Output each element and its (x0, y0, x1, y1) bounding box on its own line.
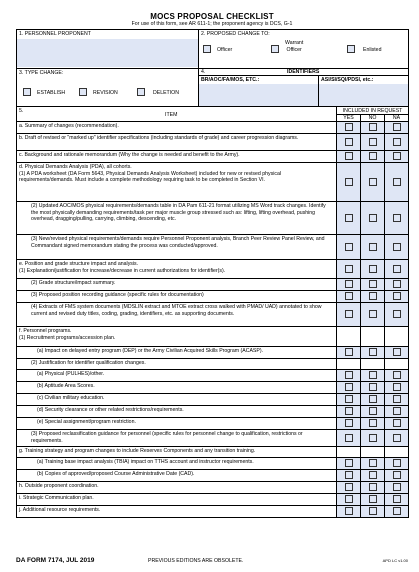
checklist-row (17, 151, 409, 163)
form-id: DA FORM 7174, JUL 2019 (16, 557, 95, 564)
checklist-no-checkbox[interactable] (369, 483, 377, 491)
checklist-na-checkbox[interactable] (393, 280, 401, 288)
checklist-no-cell (361, 279, 385, 291)
checklist-yes-checkbox[interactable] (345, 471, 353, 479)
checklist-na-cell (385, 430, 409, 447)
checklist-yes-cell (337, 418, 361, 430)
checklist-no-checkbox[interactable] (369, 265, 377, 273)
checklist-no-cell (361, 122, 385, 134)
checklist-na-cell (385, 370, 409, 382)
checklist-row (17, 430, 409, 447)
checklist-row (17, 470, 409, 482)
checklist-na-checkbox[interactable] (393, 371, 401, 379)
checklist-no-cell (361, 406, 385, 418)
checklist-yes-checkbox[interactable] (345, 310, 353, 318)
checklist-items (17, 122, 409, 518)
checklist-no-cell (361, 327, 385, 347)
checklist-row (17, 303, 409, 327)
branch-identifier-label: BR/AOC/FA/MOS, ETC.: (201, 77, 260, 83)
checklist-na-checkbox[interactable] (393, 507, 401, 515)
checklist-row (17, 447, 409, 458)
checklist-no-cell (361, 359, 385, 370)
checklist-no-cell (361, 447, 385, 458)
checklist-yes-cell (337, 394, 361, 406)
checklist-yes-checkbox[interactable] (345, 371, 353, 379)
checklist-no-checkbox[interactable] (369, 395, 377, 403)
checklist-no-checkbox[interactable] (369, 292, 377, 300)
branch-identifier-field[interactable] (199, 84, 318, 106)
checklist-yes-checkbox[interactable] (345, 265, 353, 273)
checklist-na-cell (385, 482, 409, 494)
checklist-item-text: j. Additional resource requirements. (17, 506, 337, 518)
establish-label: ESTABLISH (37, 90, 66, 97)
included-in-request-label: INCLUDED IN REQUEST (337, 107, 408, 115)
checklist-no-checkbox[interactable] (369, 507, 377, 515)
checklist-no-checkbox[interactable] (369, 138, 377, 146)
checklist-yes-cell (337, 470, 361, 482)
checklist-yes-cell (337, 494, 361, 506)
checklist-row (17, 163, 409, 202)
checklist-na-cell (385, 303, 409, 327)
checklist-na-checkbox[interactable] (393, 138, 401, 146)
checklist-na-cell (385, 291, 409, 303)
checklist-item-text: (b) Copies of approved/proposed Course Administrative Date (CAD). (17, 470, 337, 482)
checklist-no-cell (361, 134, 385, 151)
checklist-na-cell (385, 279, 409, 291)
checklist-na-cell (385, 447, 409, 458)
checklist-na-checkbox[interactable] (393, 483, 401, 491)
checklist-row (17, 382, 409, 394)
checklist-yes-cell (337, 151, 361, 163)
checklist-na-checkbox[interactable] (393, 434, 401, 442)
apd-version: APD LC v1.00 (382, 558, 408, 563)
checklist-no-checkbox[interactable] (369, 152, 377, 160)
checklist-item-text: (a) Training base impact analysis (TBIA) impact on TTHS account and instructor requirements. (17, 458, 337, 470)
checklist-no-cell (361, 260, 385, 279)
checklist-yes-cell (337, 303, 361, 327)
checklist-yes-cell (337, 279, 361, 291)
checklist-row (17, 122, 409, 134)
checklist-item-text: (3) New/revised physical requirements/demands require Personnel Proponent analysis, Branch Peer Review Panel Review, and Commandant signed memorandum stating the process was conducted/approved. (17, 235, 337, 260)
checklist-no-cell (361, 394, 385, 406)
revision-checkbox[interactable] (79, 88, 87, 96)
officer-label: Officer (217, 47, 233, 54)
personnel-proponent-label: 1. PERSONNEL PROPONENT (19, 31, 91, 37)
form-title: MOCS PROPOSAL CHECKLIST (150, 12, 274, 21)
checklist-row (17, 327, 409, 347)
checklist-no-cell (361, 163, 385, 202)
checklist-yes-cell (337, 359, 361, 370)
checklist-no-cell (361, 382, 385, 394)
checklist-yes-checkbox[interactable] (345, 152, 353, 160)
checklist-row (17, 291, 409, 303)
checklist-na-cell (385, 359, 409, 370)
checklist-yes-checkbox[interactable] (345, 348, 353, 356)
checklist-no-cell (361, 506, 385, 518)
checklist-row (17, 406, 409, 418)
checklist-na-checkbox[interactable] (393, 471, 401, 479)
checklist-yes-cell (337, 406, 361, 418)
na-col-header: NA (392, 115, 401, 122)
checklist-item-text: d. Physical Demands Analysis (PDA), all cohorts. (1) A PDA worksheet (DA Form 5643, Physical Demands Analysis Worksheet) included for new or revised physical requirements/demands. Must include a complete methodology requiring task to be completed in Section VI. (17, 163, 337, 202)
checklist-item-text: (c) Civilian military education. (17, 394, 337, 406)
checklist-item-text: (2) Grade structure/impact summary. (17, 279, 337, 291)
checklist-row (17, 260, 409, 279)
checklist-no-cell (361, 347, 385, 359)
checklist-no-checkbox[interactable] (369, 419, 377, 427)
checklist-no-checkbox[interactable] (369, 348, 377, 356)
checklist-yes-checkbox[interactable] (345, 292, 353, 300)
checklist-no-cell (361, 458, 385, 470)
checklist-no-checkbox[interactable] (369, 471, 377, 479)
included-header-cell (337, 107, 409, 122)
checklist-na-checkbox[interactable] (393, 152, 401, 160)
checklist-row (17, 235, 409, 260)
checklist-no-cell (361, 202, 385, 235)
skill-identifier-label: ASI/SI/SQI/PDSI, etc.: (321, 77, 374, 83)
checklist-na-cell (385, 394, 409, 406)
checklist-no-checkbox[interactable] (369, 371, 377, 379)
checklist-row (17, 482, 409, 494)
checklist-item-text: b. Draft of revised or "marked up" identifier specifications (including standards of grade) and career progression diagrams. (17, 134, 337, 151)
checklist-yes-cell (337, 382, 361, 394)
personnel-proponent-field[interactable] (17, 39, 198, 67)
checklist-row (17, 359, 409, 370)
checklist-na-cell (385, 494, 409, 506)
checklist-no-checkbox[interactable] (369, 434, 377, 442)
item-header-label: ITEM (165, 112, 178, 119)
item-header-cell (17, 107, 337, 122)
checklist-item-text: (3) Proposed reclassification guidance for personnel (specific rules for personnel change to qualification, restrictions or requirements. (17, 430, 337, 447)
checklist-row (17, 506, 409, 518)
checklist-row (17, 370, 409, 382)
checklist-no-checkbox[interactable] (369, 280, 377, 288)
checklist-yes-checkbox[interactable] (345, 243, 353, 251)
checklist-na-cell (385, 506, 409, 518)
checklist-na-checkbox[interactable] (393, 407, 401, 415)
checklist-na-cell (385, 202, 409, 235)
checklist-na-checkbox[interactable] (393, 459, 401, 467)
previous-editions-note: PREVIOUS EDITIONS ARE OBSOLETE. (148, 558, 244, 564)
checklist-item-text: (d) Security clearance or other related restrictions/requirements. (17, 406, 337, 418)
deletion-checkbox[interactable] (137, 88, 145, 96)
checklist-na-cell (385, 382, 409, 394)
checklist-na-checkbox[interactable] (393, 419, 401, 427)
checklist-na-cell (385, 235, 409, 260)
checklist-na-cell (385, 327, 409, 347)
checklist-yes-cell (337, 260, 361, 279)
checklist-no-checkbox[interactable] (369, 243, 377, 251)
checklist-yes-checkbox[interactable] (345, 214, 353, 222)
checklist-yes-checkbox[interactable] (345, 138, 353, 146)
checklist-na-checkbox[interactable] (393, 383, 401, 391)
skill-identifier-field[interactable] (319, 84, 408, 106)
checklist-na-checkbox[interactable] (393, 123, 401, 131)
checklist-na-checkbox[interactable] (393, 243, 401, 251)
officer-checkbox[interactable] (203, 45, 211, 53)
establish-checkbox[interactable] (23, 88, 31, 96)
checklist-yes-cell (337, 458, 361, 470)
header-table (16, 29, 409, 107)
checklist-no-cell (361, 494, 385, 506)
checklist-row (17, 394, 409, 406)
proposed-change-label: 2. PROPOSED CHANGE TO: (201, 31, 270, 37)
checklist-no-checkbox[interactable] (369, 495, 377, 503)
checklist-na-cell (385, 151, 409, 163)
checklist-yes-checkbox[interactable] (345, 419, 353, 427)
checklist-yes-checkbox[interactable] (345, 407, 353, 415)
checklist-no-checkbox[interactable] (369, 214, 377, 222)
checklist-na-checkbox[interactable] (393, 395, 401, 403)
checklist-yes-cell (337, 235, 361, 260)
checklist-no-checkbox[interactable] (369, 310, 377, 318)
checklist-yes-checkbox[interactable] (345, 123, 353, 131)
checklist-yes-cell (337, 430, 361, 447)
checklist-no-cell (361, 470, 385, 482)
checklist-item-text: (4) Extracts of FMS system documents (MDSLIN extract and MTOE extract cross walked with PMAD/ UAD) annotated to show current and revised duty titles, coding, grading, identifiers, etc. as supporting documents. (17, 303, 337, 327)
item-section-num: 5. (19, 108, 24, 115)
personnel-proponent-cell (17, 30, 199, 69)
checklist-item-text: f. Personnel programs. (1) Recruitment programs/accession plan. (17, 327, 337, 347)
checklist-row (17, 279, 409, 291)
checklist-na-cell (385, 470, 409, 482)
checklist-item-text: g. Training strategy and program changes to include Reserves Components and any transition training. (17, 447, 337, 458)
checklist-row (17, 418, 409, 430)
checklist-yes-checkbox[interactable] (345, 495, 353, 503)
checklist-row (17, 347, 409, 359)
checklist-row (17, 134, 409, 151)
checklist-item-text: a. Summary of changes (recommendation). (17, 122, 337, 134)
checklist-item-text: (b) Aptitude Area Scores. (17, 382, 337, 394)
checklist-no-cell (361, 430, 385, 447)
checklist-na-cell (385, 122, 409, 134)
checklist-yes-cell (337, 122, 361, 134)
checklist-yes-cell (337, 291, 361, 303)
checklist-item-text: (2) Updated AOC/MOS physical requirements/demands table in DA Pam 611-21 format utilizing MS Word track changes. Identify the most physically demanding requirements/task per major muscle group stressed such as: lifting, lifting overhead, pushing overhead, dragging/pulling, carrying, climbing, descending, etc. (17, 202, 337, 235)
checklist-row (17, 202, 409, 235)
enlisted-label: Enlisted (363, 47, 382, 54)
checklist-yes-checkbox[interactable] (345, 395, 353, 403)
checklist-yes-cell (337, 163, 361, 202)
checklist-table (16, 106, 409, 518)
identifiers-label: IDENTIFIERS (287, 69, 320, 75)
deletion-label: DELETION (153, 90, 179, 97)
checklist-yes-checkbox[interactable] (345, 178, 353, 186)
checklist-yes-checkbox[interactable] (345, 459, 353, 467)
checklist-no-cell (361, 303, 385, 327)
checklist-item-text: (a) Physical (PULHES)/other. (17, 370, 337, 382)
warrant-officer-checkbox[interactable] (271, 45, 279, 53)
checklist-no-checkbox[interactable] (369, 459, 377, 467)
yes-col-header: YES (337, 115, 361, 121)
checklist-no-cell (361, 418, 385, 430)
checklist-item-text: (3) Proposed position recording guidance (specific rules for documentation) (17, 291, 337, 303)
checklist-na-checkbox[interactable] (393, 265, 401, 273)
checklist-na-cell (385, 418, 409, 430)
warrant-officer-label: Warrant Officer (285, 40, 304, 54)
checklist-yes-checkbox[interactable] (345, 434, 353, 442)
checklist-item-text: (2) Justification for identifier qualification changes. (17, 359, 337, 370)
checklist-item-text: c. Background and rationale memorandum (Why the change is needed and benefit to the Army). (17, 151, 337, 163)
checklist-yes-cell (337, 506, 361, 518)
checklist-yes-cell (337, 327, 361, 347)
checklist-no-cell (361, 291, 385, 303)
checklist-item-text: e. Position and grade structure impact and analysis. (1) Explanation/justification for increase/decrease in current authorizations for identifier(s). (17, 260, 337, 279)
checklist-yes-checkbox[interactable] (345, 507, 353, 515)
checklist-row (17, 458, 409, 470)
checklist-no-cell (361, 370, 385, 382)
no-col-header: NO (361, 115, 385, 121)
checklist-yes-checkbox[interactable] (345, 483, 353, 491)
form-subtitle: For use of this form, see AR 611-1; the proponent agency is DCS, G-1 (131, 21, 293, 27)
checklist-item-text: h. Outside proponent coordination. (17, 482, 337, 494)
checklist-na-cell (385, 347, 409, 359)
checklist-no-checkbox[interactable] (369, 178, 377, 186)
checklist-na-checkbox[interactable] (393, 310, 401, 318)
enlisted-checkbox[interactable] (347, 45, 355, 53)
checklist-yes-cell (337, 482, 361, 494)
type-change-label: 3. TYPE CHANGE: (19, 70, 64, 76)
checklist-no-cell (361, 235, 385, 260)
proposed-change-cell (199, 30, 409, 69)
checklist-yes-cell (337, 202, 361, 235)
checklist-na-checkbox[interactable] (393, 178, 401, 186)
checklist-yes-cell (337, 347, 361, 359)
type-change-cell (17, 69, 199, 107)
identifiers-cell (199, 69, 409, 107)
checklist-no-cell (361, 151, 385, 163)
checklist-na-cell (385, 458, 409, 470)
checklist-yes-checkbox[interactable] (345, 383, 353, 391)
mocs-proposal-checklist-form (16, 12, 408, 518)
checklist-na-checkbox[interactable] (393, 348, 401, 356)
checklist-no-cell (361, 482, 385, 494)
checklist-item-text: i. Strategic Communication plan. (17, 494, 337, 506)
identifiers-num: 4. (201, 69, 206, 75)
checklist-item-text: (e) Special assignment/program restriction. (17, 418, 337, 430)
checklist-na-cell (385, 406, 409, 418)
checklist-na-checkbox[interactable] (393, 495, 401, 503)
revision-label: REVISION (93, 90, 118, 97)
checklist-na-cell (385, 260, 409, 279)
checklist-no-checkbox[interactable] (369, 123, 377, 131)
checklist-item-text: (a) Impact on delayed entry program (DEP) or the Army Civilian Acquired Skills Program (ACASP). (17, 347, 337, 359)
checklist-yes-cell (337, 134, 361, 151)
checklist-yes-cell (337, 447, 361, 458)
checklist-na-checkbox[interactable] (393, 214, 401, 222)
checklist-no-checkbox[interactable] (369, 407, 377, 415)
checklist-yes-checkbox[interactable] (345, 280, 353, 288)
checklist-row (17, 494, 409, 506)
checklist-no-checkbox[interactable] (369, 383, 377, 391)
checklist-na-cell (385, 134, 409, 151)
checklist-na-checkbox[interactable] (393, 292, 401, 300)
checklist-yes-cell (337, 370, 361, 382)
checklist-na-cell (385, 163, 409, 202)
